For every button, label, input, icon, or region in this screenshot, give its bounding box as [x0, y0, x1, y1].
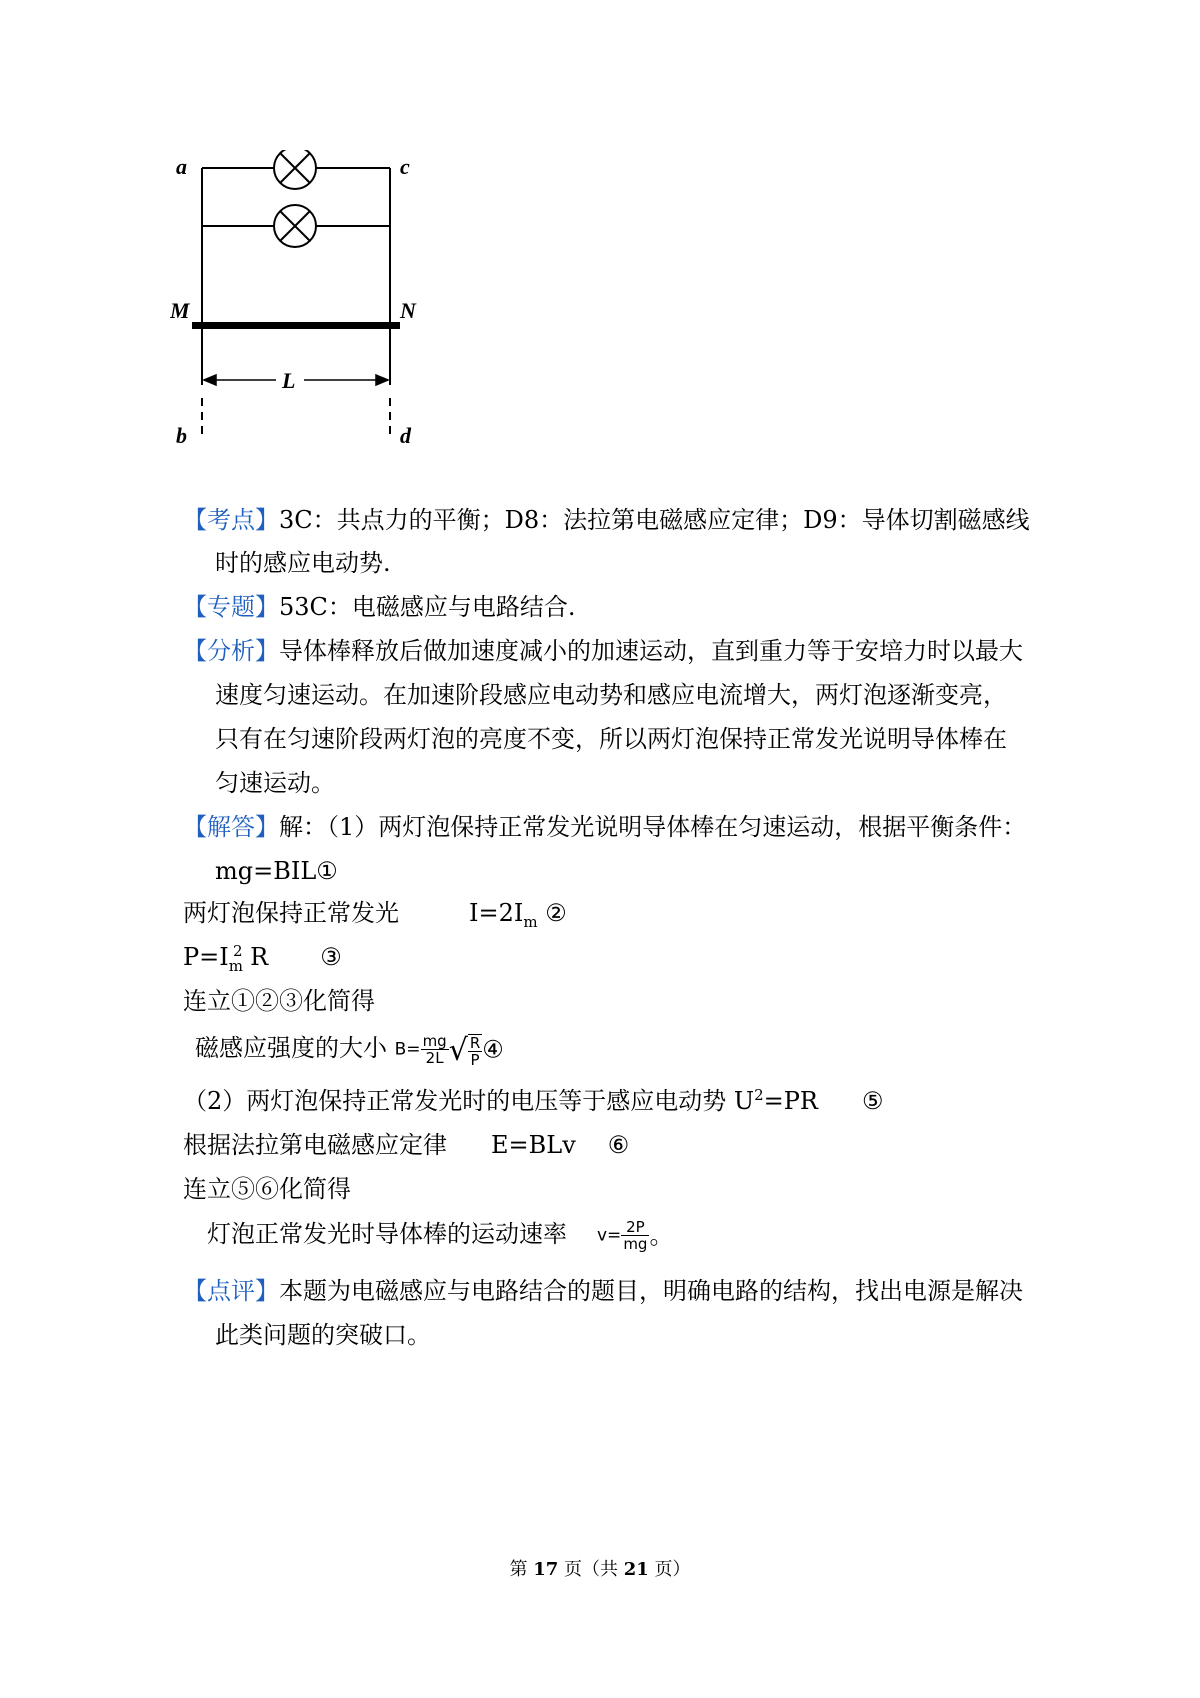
b-sqrt-den: P: [470, 1051, 480, 1069]
zhuanti-line: [183, 592, 576, 622]
kaodian-line-2: 时的感应电动势.: [215, 549, 391, 577]
dianping-text: 本题为电磁感应与电路结合的题目，明确电路的结构，找出电源是解决: [279, 1277, 1023, 1305]
arrow-left: [204, 375, 216, 385]
part2-num: ⑤: [862, 1087, 884, 1115]
v-formula-line: [207, 1214, 673, 1256]
b-formula-lhs: B=: [394, 1039, 421, 1060]
page-number: 17: [533, 1559, 559, 1580]
v-formula-lhs: v=: [597, 1225, 622, 1246]
part2-sup: 2: [754, 1086, 764, 1104]
b-fraction: [421, 1033, 449, 1066]
kaodian-tag: 【考点】: [183, 506, 279, 534]
sqrt-icon: √: [448, 1033, 468, 1068]
v-formula-text: 灯泡正常发光时导体棒的运动速率: [207, 1220, 567, 1248]
equation-2: I=2I: [469, 899, 524, 927]
label-M: M: [170, 298, 190, 323]
jieda-tag: 【解答】: [183, 813, 279, 841]
law-num: ⑥: [607, 1131, 630, 1159]
b-formula-text: 磁感应强度的大小: [195, 1034, 387, 1062]
jieda-line-1: [183, 812, 1026, 842]
zhuanti-tag: 【专题】: [183, 593, 279, 621]
b-sqrt-num: R: [469, 1034, 481, 1052]
v-fraction-num: 2P: [621, 1219, 649, 1236]
kaodian-text: 3C：共点力的平衡；D8：法拉第电磁感应定律；D9：导体切割磁感线: [279, 506, 1030, 534]
footer-mid: 页（共: [558, 1559, 624, 1580]
conductor-rod: [192, 322, 400, 329]
equation-2-num: ②: [537, 899, 567, 927]
b-fraction-den: 2L: [425, 1049, 444, 1067]
kaodian-line-1: [183, 505, 1030, 535]
v-fraction-den: mg: [623, 1235, 648, 1253]
label-N: N: [400, 298, 416, 323]
equation-1: mg=BIL①: [215, 857, 338, 885]
fenxi-tag: 【分析】: [183, 637, 279, 665]
b-formula-line: [195, 1028, 504, 1070]
fenxi-line-3: 只有在匀速阶段两灯泡的亮度不变，所以两灯泡保持正常发光说明导体棒在: [215, 725, 1007, 753]
v-end: 。: [649, 1221, 674, 1250]
arrow-right: [376, 375, 388, 385]
fenxi-line-4: 匀速运动。: [215, 769, 335, 797]
circuit-diagram: [170, 150, 470, 510]
law-text: 根据法拉第电磁感应定律: [183, 1131, 447, 1159]
jieda-intro: 解：（1）两灯泡保持正常发光说明导体棒在匀速运动，根据平衡条件：: [279, 813, 1027, 841]
lianli-2: 连立⑤⑥化简得: [183, 1175, 351, 1203]
dianping-tag: 【点评】: [183, 1277, 279, 1305]
v-fraction: [621, 1219, 649, 1252]
b-fraction-num: mg: [422, 1032, 447, 1050]
law-eq: E=BLv: [491, 1131, 576, 1159]
b-circ: ④: [482, 1035, 504, 1064]
b-sqrt: [449, 1030, 483, 1070]
label-d: d: [400, 423, 411, 448]
footer-pre: 第: [509, 1559, 534, 1580]
footer-post: 页）: [648, 1559, 691, 1580]
fenxi-text-1: 导体棒释放后做加速度减小的加速运动，直到重力等于安培力时以最大: [279, 637, 1023, 665]
lamp-top: [274, 150, 316, 189]
label-c: c: [400, 154, 410, 179]
page-footer: [0, 1555, 1200, 1581]
equation-2-sub: m: [523, 912, 538, 931]
page-total: 21: [623, 1559, 649, 1580]
dianping-line-1: [183, 1276, 1023, 1306]
label-L: L: [282, 368, 296, 393]
equation-3-line: [183, 942, 342, 975]
equation-3-num: ③: [320, 943, 342, 971]
lianli-1: 连立①②③化简得: [183, 987, 375, 1015]
part2-eq: =PR: [763, 1087, 818, 1115]
equation-3: P=I: [183, 943, 229, 971]
fenxi-line-2: 速度匀速运动。在加速阶段感应电动势和感应电流增大，两灯泡逐渐变亮，: [215, 681, 1007, 709]
label-b: b: [176, 423, 187, 448]
equation-2-line: [183, 898, 567, 931]
equation-3-sup: 2: [232, 942, 243, 960]
dianping-line-2: 此类问题的突破口。: [215, 1321, 431, 1349]
label-a: a: [176, 154, 187, 179]
equation-3-sub: m: [228, 956, 243, 975]
equation-2-text: 两灯泡保持正常发光: [183, 899, 399, 927]
equation-3-r: R: [242, 943, 269, 971]
lamp-bottom: [274, 205, 316, 247]
zhuanti-text: 53C：电磁感应与电路结合.: [279, 593, 576, 621]
fenxi-line-1: [183, 636, 1023, 666]
law-line: [183, 1130, 629, 1160]
part2-text: （2）两灯泡保持正常发光时的电压等于感应电动势 U: [183, 1087, 755, 1115]
part2-line: [183, 1086, 884, 1116]
